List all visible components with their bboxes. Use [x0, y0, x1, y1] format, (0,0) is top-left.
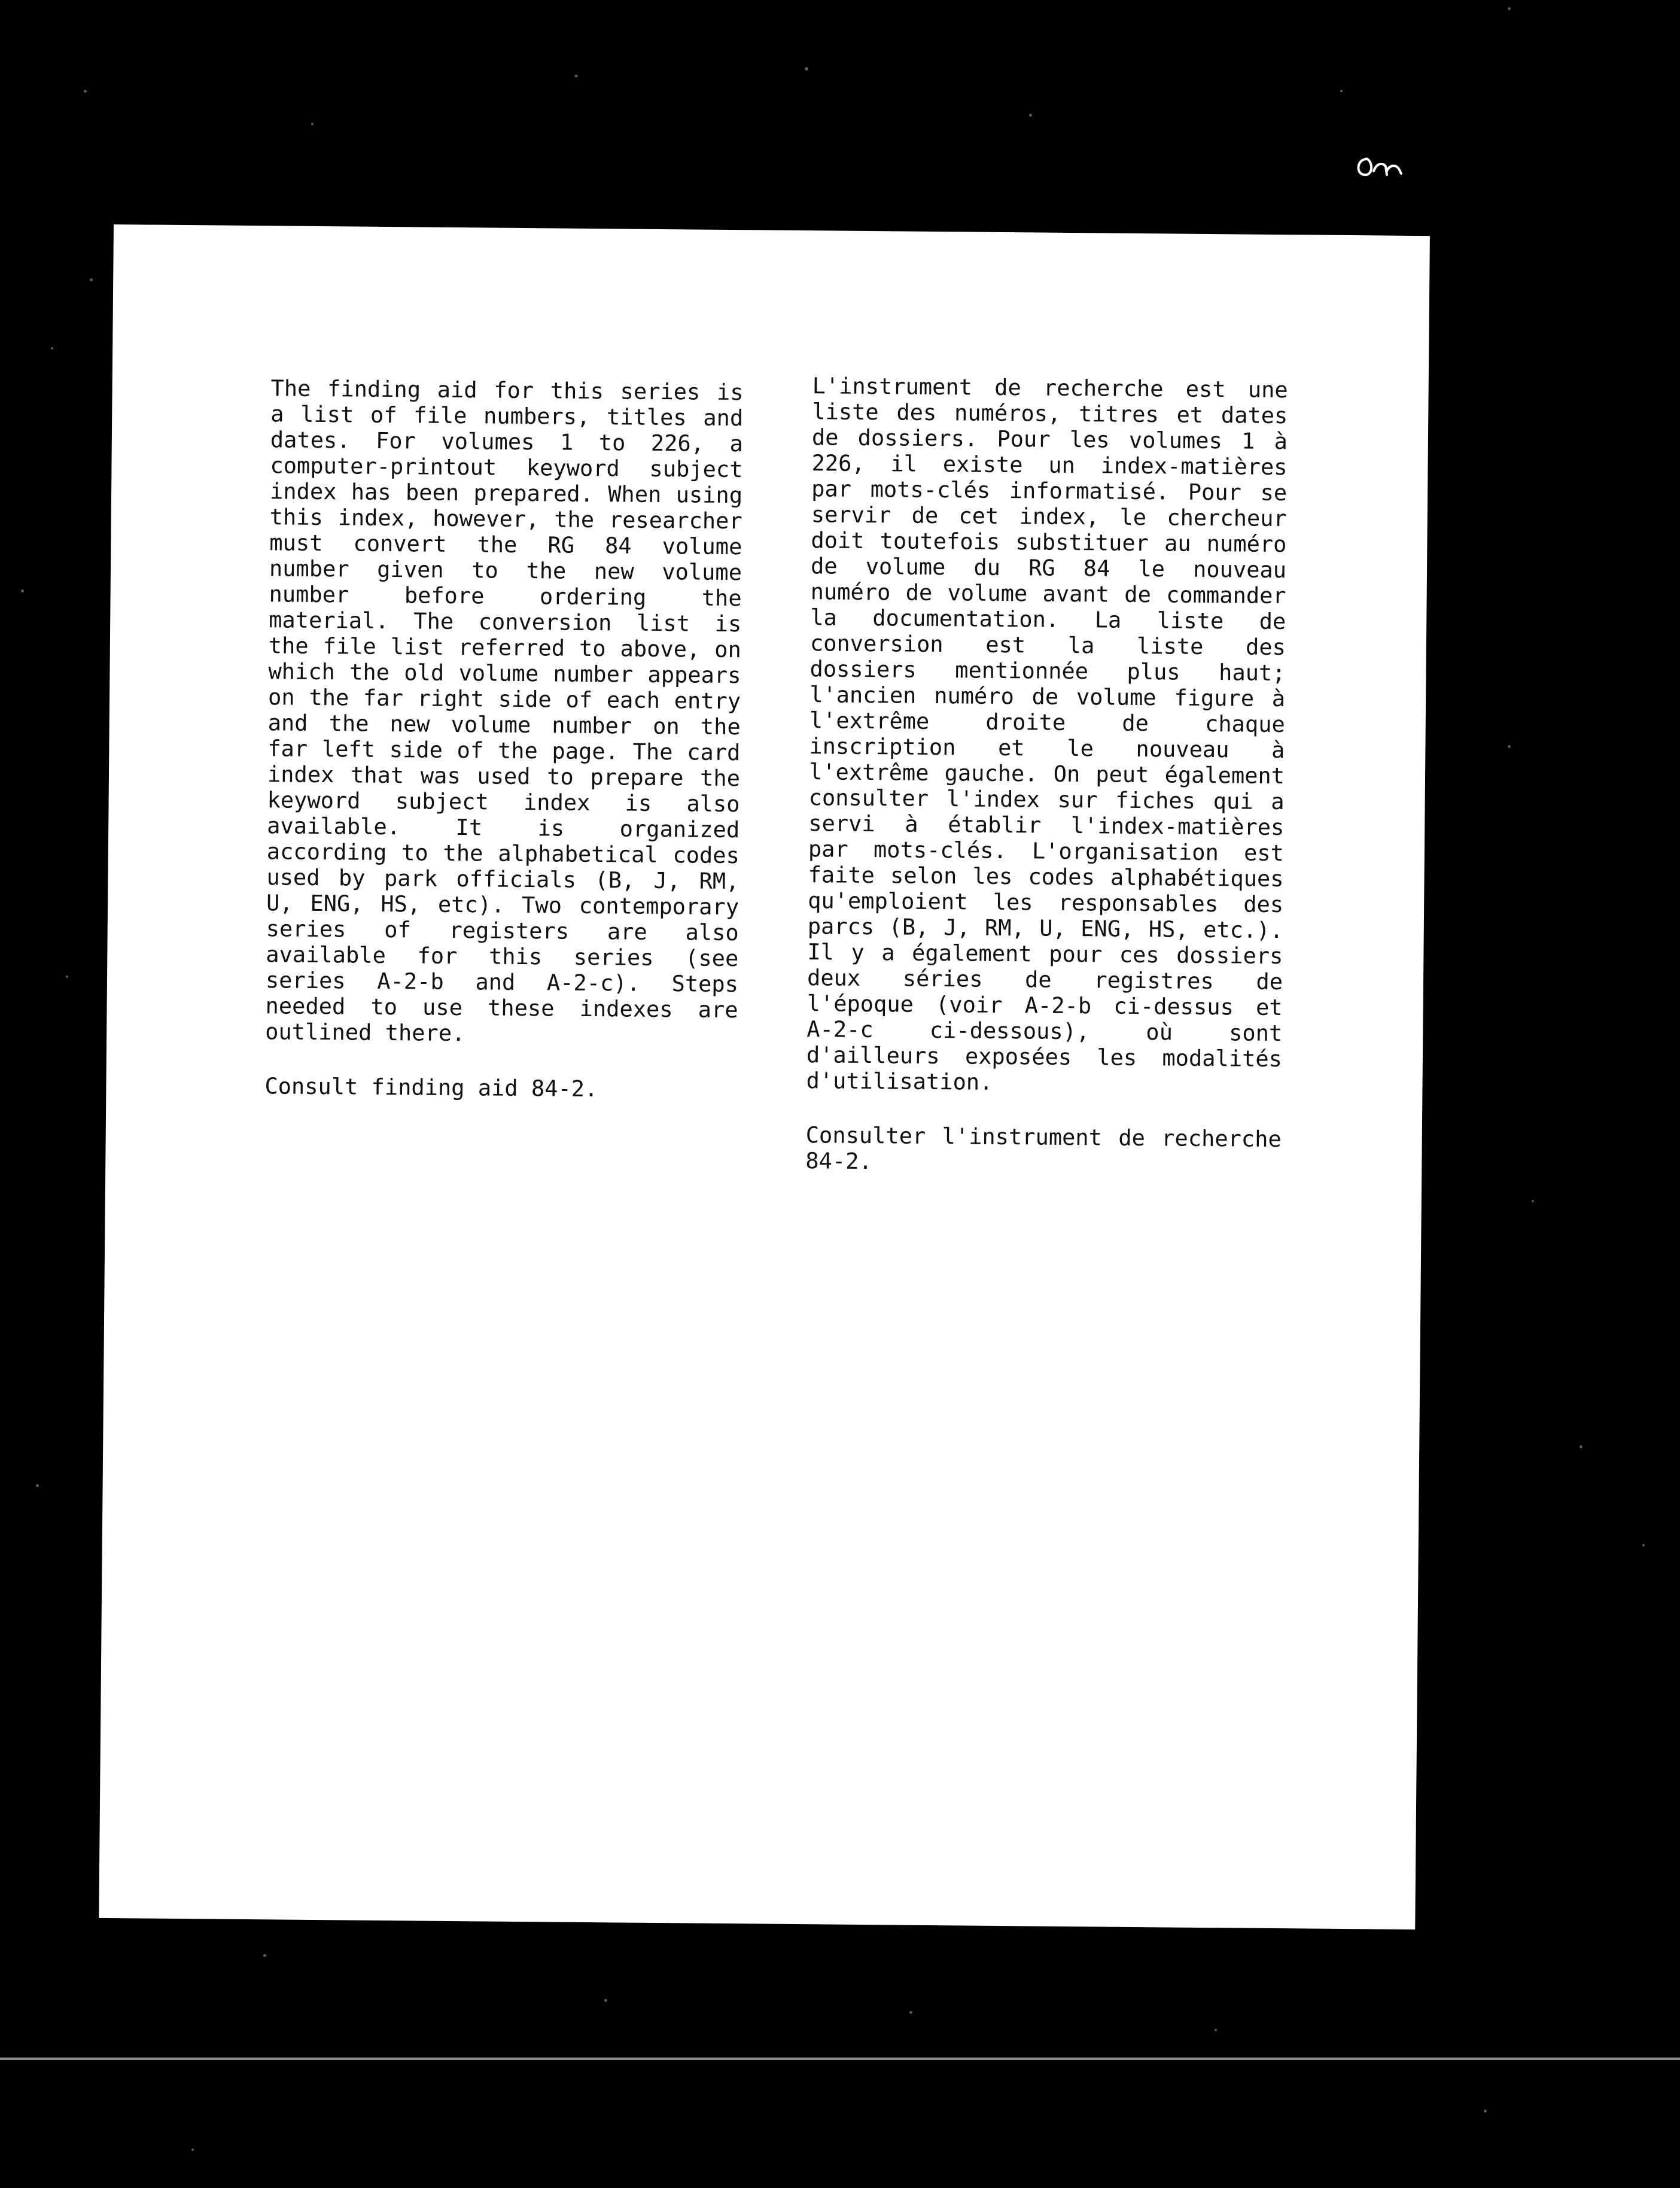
dust-speck — [263, 1954, 266, 1957]
english-body: The finding aid for this series is a list of file numbers, titles and dates. For volumes 1 to 226, a computer-printout keyword subject index has been prepared. When using this index, however, the researcher must convert the RG 84 volume number given to the new volume number before ordering the material. The conversion list is the file list referred to above, on which the old volume number appears on the far right side of each entry and the new volume number on the far left side of the page. The card index that was used to prepare the keyword subject index is also available. It is organized according to the alphabetical codes used by park officials (B, J, RM, U, ENG, HS, etc). Two contemporary series of registers are also available for this series (see series A-2-b and A-2-c). Steps needed to use these indexes are outlined there. — [265, 375, 744, 1047]
dust-speck — [574, 75, 578, 77]
dust-speck — [84, 90, 87, 93]
dust-speck — [1215, 2029, 1217, 2031]
dust-speck — [1340, 90, 1343, 92]
dust-speck — [1508, 7, 1511, 10]
dust-speck — [90, 278, 93, 281]
dust-speck — [36, 1484, 39, 1487]
french-column — [805, 373, 1288, 1178]
dust-speck — [311, 123, 314, 125]
dust-speck — [1484, 2110, 1487, 2113]
french-body: L'instrument de recherche est une liste des numéros, titres et dates de dossiers. Pour les volumes 1 à 226, il existe un index-matières par mots-clés informatisé. Pour se servir de cet index, le chercheur doit toutefois substituer au numéro de volume du RG 84 le nouveau numéro de volume avant de commander la documentation. La liste de conversion est la liste des dossiers mentionnée plus haut; l'ancien numéro de volume figure à l'extrême droite de chaque inscription et le nouveau à l'extrême gauche. On peut également consulter l'index sur fiches qui a servi à établir l'index-matières par mots-clés. L'organisation est faite selon les codes alphabétiques qu'emploient les responsables des parcs (B, J, RM, U, ENG, HS, etc.). Il y a également pour ces dossiers deux séries de registres de l'époque (voir A-2-b ci-dessus et A-2-c ci-dessous), où sont d'ailleurs exposées les modalités d'utilisation. — [806, 373, 1288, 1095]
dust-speck — [1579, 1445, 1582, 1448]
dust-speck — [51, 347, 53, 350]
english-column — [264, 375, 744, 1103]
french-consult-note: Consulter l'instrument de recherche 84-2. — [805, 1122, 1282, 1175]
dust-speck — [1029, 114, 1032, 117]
document-page — [99, 224, 1430, 1929]
dust-speck — [805, 67, 808, 71]
handwritten-mark-icon — [1353, 153, 1407, 183]
dust-speck — [191, 2149, 194, 2151]
english-consult-note: Consult finding aid 84-2. — [264, 1073, 598, 1102]
dust-speck — [21, 589, 24, 592]
scanner-edge-line — [0, 2058, 1680, 2060]
dust-speck — [1642, 1544, 1645, 1546]
dust-speck — [1508, 745, 1511, 748]
dust-speck — [604, 1999, 607, 2002]
dust-speck — [909, 2011, 912, 2014]
dust-speck — [1532, 1200, 1534, 1202]
dust-speck — [66, 976, 68, 978]
